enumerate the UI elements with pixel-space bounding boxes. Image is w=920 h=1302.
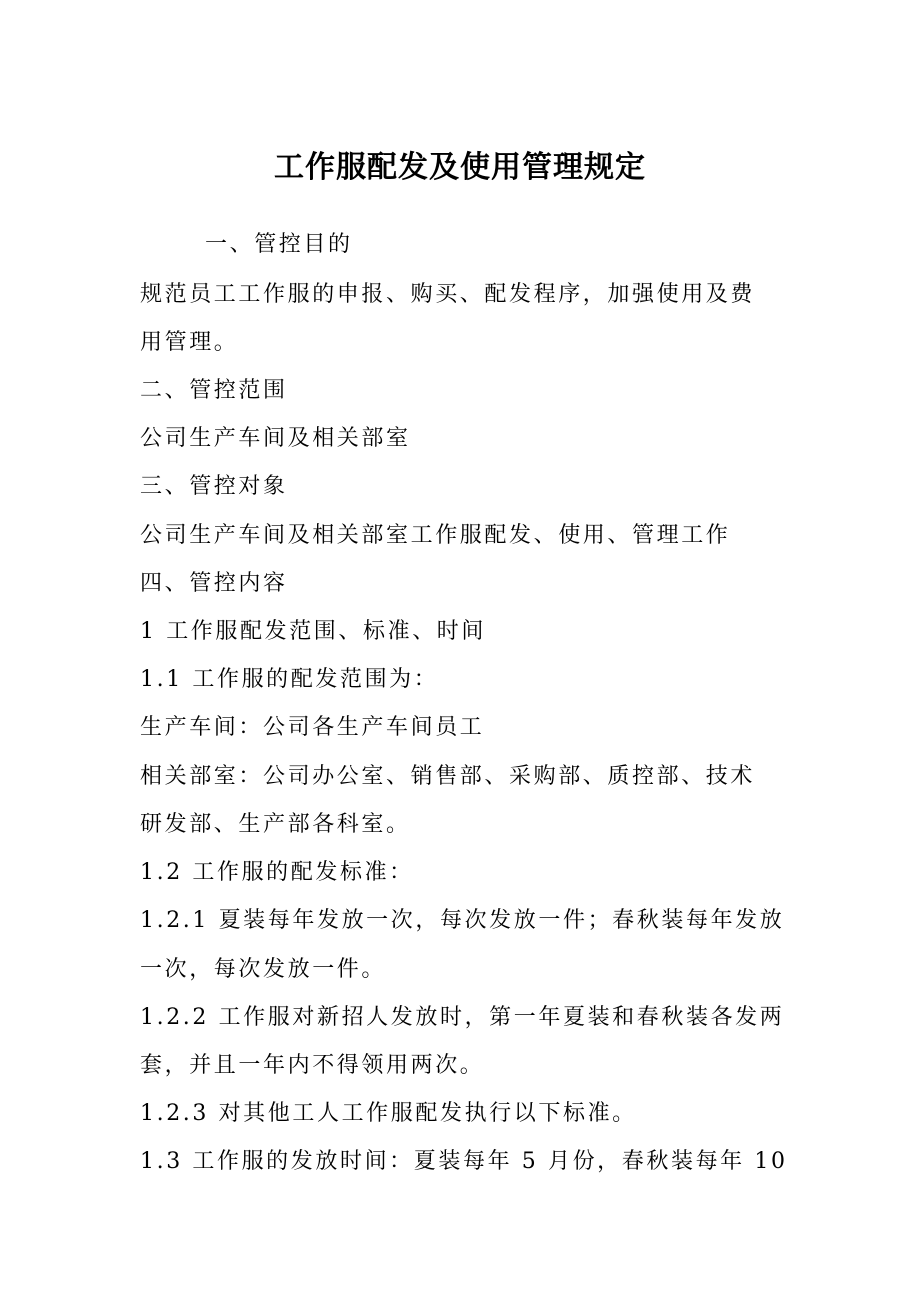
paragraph-line: 一次，每次发放一件。 [140, 957, 387, 982]
section-heading-object: 三、管控对象 [140, 474, 288, 499]
paragraph-line: 公司生产车间及相关部室工作服配发、使用、管理工作 [140, 523, 731, 548]
section-heading-purpose: 一、管控目的 [205, 232, 353, 257]
clause-line: 1.2.2 工作服对新招人发放时，第一年夏装和春秋装各发两 [140, 1005, 785, 1030]
clause-line: 1.3 工作服的发放时间：夏装每年 5 月份，春秋装每年 10 [140, 1149, 788, 1174]
paragraph-line: 规范员工工作服的申报、购买、配发程序，加强使用及费 [140, 282, 756, 307]
paragraph-line: 相关部室：公司办公室、销售部、采购部、质控部、技术 [140, 764, 756, 789]
clause-line: 1.1 工作服的配发范围为： [140, 667, 439, 692]
section-heading-scope: 二、管控范围 [140, 378, 288, 403]
paragraph-line: 生产车间：公司各生产车间员工 [140, 715, 485, 740]
paragraph-line: 公司生产车间及相关部室 [140, 426, 411, 451]
paragraph-line: 用管理。 [140, 330, 239, 355]
clause-line: 1.2 工作服的配发标准： [140, 860, 414, 885]
paragraph-line: 套，并且一年内不得领用两次。 [140, 1053, 485, 1078]
subsection-heading: 1 工作服配发范围、标准、时间 [140, 619, 486, 644]
paragraph-line: 研发部、生产部各科室。 [140, 812, 411, 837]
clause-line: 1.2.1 夏装每年发放一次，每次发放一件；春秋装每年发放 [140, 908, 785, 933]
section-heading-content: 四、管控内容 [140, 571, 288, 596]
document-title: 工作服配发及使用管理规定 [274, 150, 646, 185]
clause-line: 1.2.3 对其他工人工作服配发执行以下标准。 [140, 1101, 637, 1126]
